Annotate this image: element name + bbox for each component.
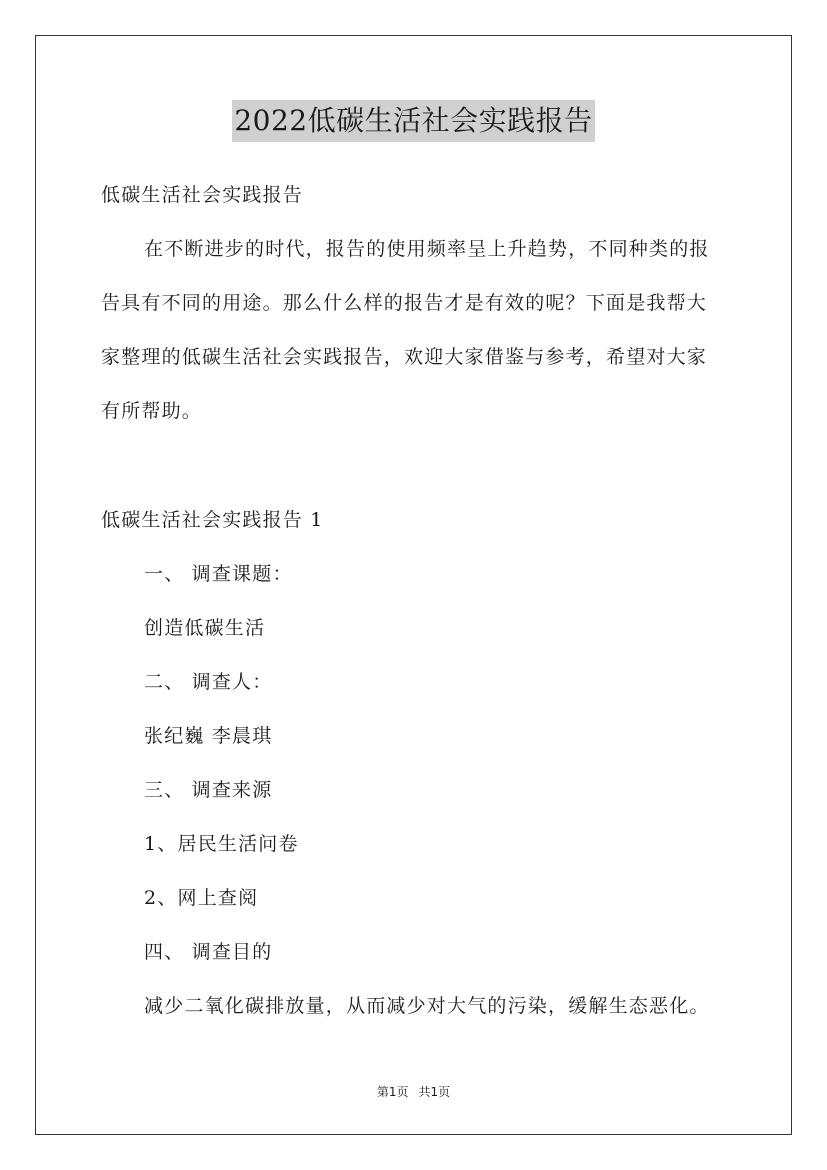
item-topic-value: 创造低碳生活 <box>144 617 266 639</box>
item-heading-purpose: 四、 调查目的 <box>144 941 273 963</box>
document-title: 2022低碳生活社会实践报告 <box>232 100 594 142</box>
page-footer <box>0 1084 827 1100</box>
item-heading-sources: 三、 调查来源 <box>144 779 273 801</box>
intro-line-1: 在不断进步的时代，报告的使用频率呈上升趋势，不同种类的报 <box>144 238 710 260</box>
footer-page-number: 第1页 <box>376 1085 409 1099</box>
intro-line-3: 家整理的低碳生活社会实践报告，欢迎大家借鉴与参考，希望对大家 <box>101 346 708 368</box>
intro-line-2: 告具有不同的用途。那么什么样的报告才是有效的呢？下面是我帮大 <box>101 292 708 314</box>
footer-page-total: 共1页 <box>418 1085 451 1099</box>
document-title-container <box>0 100 827 142</box>
item-heading-topic: 一、 调查课题： <box>144 563 293 585</box>
intro-line-4: 有所帮助。 <box>101 400 203 422</box>
item-source-1: 1、居民生活问卷 <box>144 833 299 855</box>
section-heading: 低碳生活社会实践报告 1 <box>101 509 324 531</box>
item-source-2: 2、网上查阅 <box>144 887 259 909</box>
item-purpose-value: 减少二氧化碳排放量，从而减少对大气的污染，缓解生态恶化。 <box>144 995 710 1017</box>
document-subtitle: 低碳生活社会实践报告 <box>101 184 304 206</box>
item-heading-investigators: 二、 调查人： <box>144 671 273 693</box>
item-investigators-value: 张纪巍 李晨琪 <box>144 725 273 747</box>
